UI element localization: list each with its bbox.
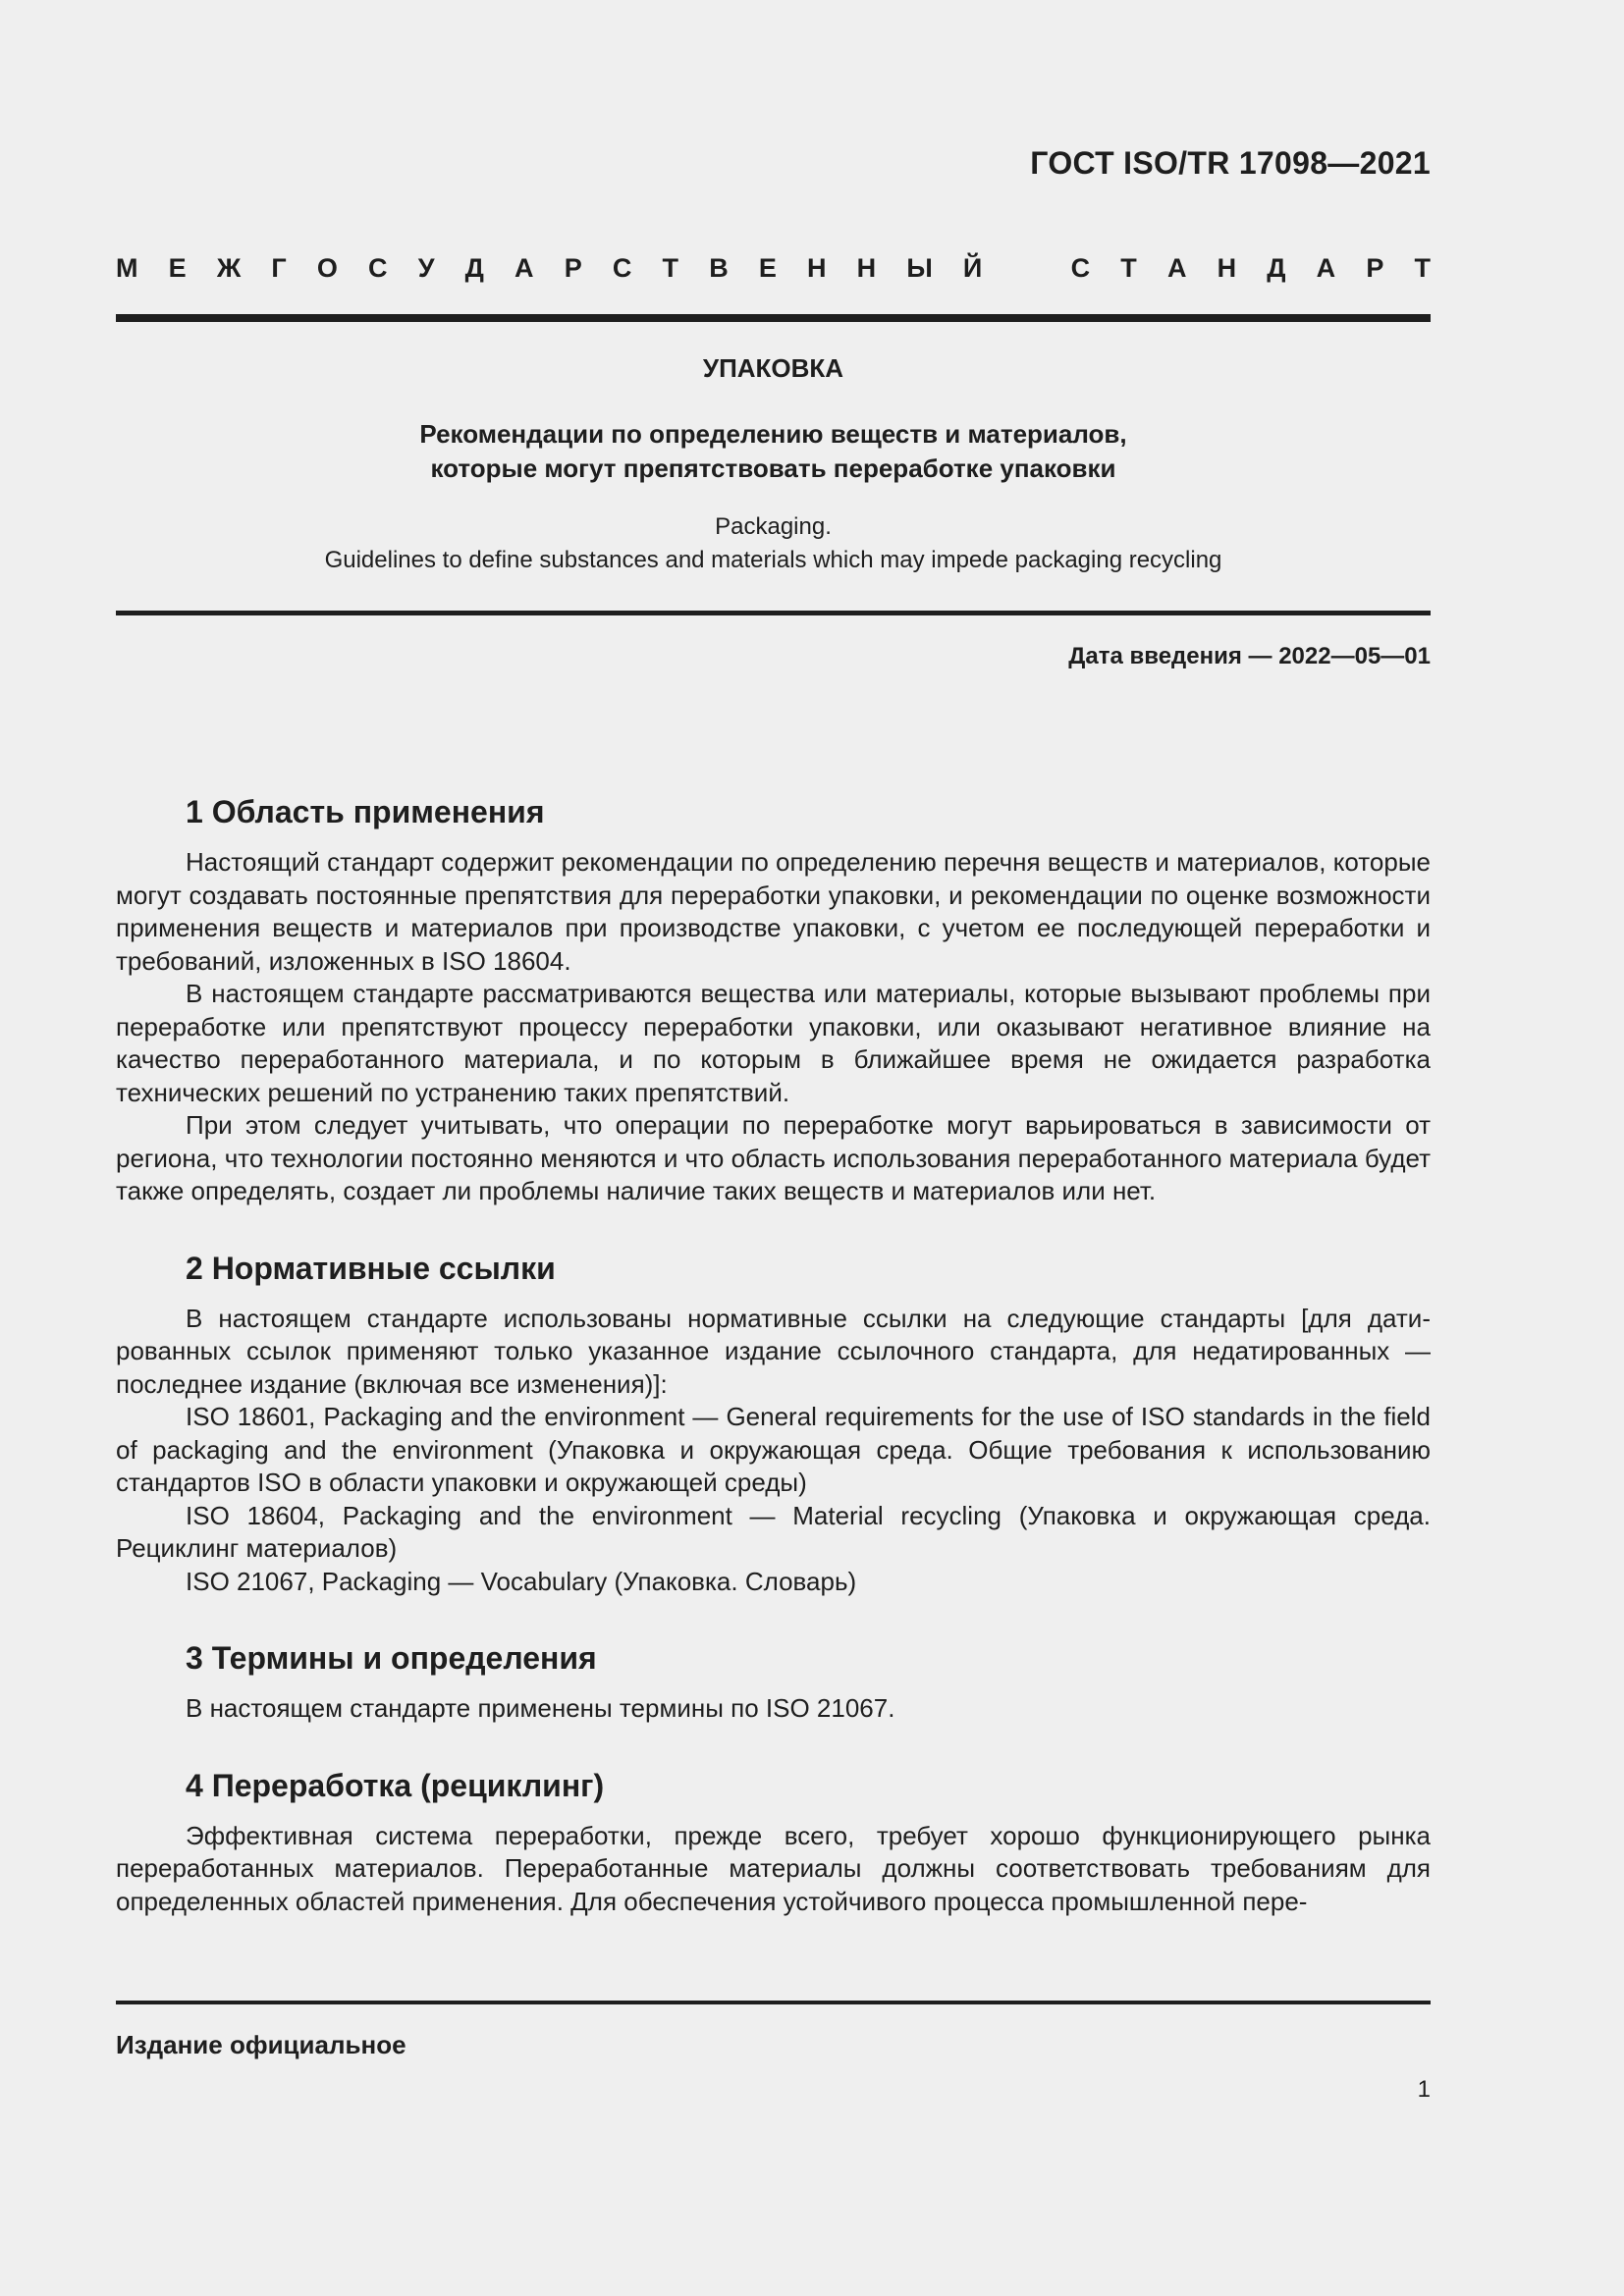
english-title-line: Guidelines to define substances and materials which may impede packaging recycling: [324, 547, 1222, 573]
paragraph: Эффективная система переработки, прежде всего, требует хорошо функционирующего рынка переработанных материалов. Переработанные материалы должны соответствовать требованиям для определенных областей применения. Для обеспечения устойчивого процесса промышленной пере-: [116, 1820, 1431, 1916]
title-divider: [116, 611, 1431, 615]
letter: Н: [856, 253, 877, 283]
letter: Й: [962, 253, 983, 283]
letter: Е: [758, 253, 777, 283]
letter: А: [1316, 253, 1336, 283]
letter: Н: [1217, 253, 1237, 283]
letter: А: [514, 253, 534, 283]
paragraph: В настоящем стандарте рассматриваются вещества или материалы, которые вызывают проблемы при переработке или препятствуют процессу переработки упаковки, или оказывают негативное влияние на качество переработанного материала, и по которым в ближайшее время не ожидается разработка технических решений по устранению таких препятствий.: [116, 979, 1431, 1107]
reference-item: ISO 18601, Packaging and the environment — General requirements for the use of ISO standards in the field of packaging and the environment (Упаковка и окружающая среда. Общие требования к использованию стандартов ISO в области упаковки и окружающей среды): [116, 1402, 1431, 1497]
subtitle-line: Рекомендации по определению веществ и материалов,: [419, 419, 1127, 449]
letter: В: [709, 253, 729, 283]
document-title: УПАКОВКА: [702, 353, 844, 383]
english-title-line: Packaging.: [715, 513, 832, 540]
page-number: 1: [1417, 2076, 1431, 2103]
letter: Д: [1267, 253, 1286, 283]
letter: Р: [564, 253, 582, 283]
letter: Т: [662, 253, 679, 283]
interstate-standard-heading: [116, 253, 1431, 284]
official-edition-label: Издание официальное: [116, 2030, 406, 2059]
letter: Ы: [906, 253, 933, 283]
section-heading: 4 Переработка (рециклинг): [186, 1767, 605, 1803]
letter: Г: [271, 253, 287, 283]
paragraph: В настоящем стандарте использованы нормативные ссылки на следующие стандарты [для датированных ссылок применяют только указанное издание ссылочного стандарта, для недатированных — последнее издание (включая все изменения)]:: [116, 1303, 1431, 1399]
header-divider: [116, 314, 1431, 322]
letter: Н: [807, 253, 827, 283]
letter: У: [417, 253, 435, 283]
section-heading: 1 Область применения: [186, 794, 545, 829]
section-heading: 2 Нормативные ссылки: [186, 1250, 556, 1286]
reference-item: ISO 21067, Packaging — Vocabulary (Упаковка. Словарь): [186, 1566, 857, 1596]
letter: О: [316, 253, 338, 283]
letter: Е: [168, 253, 187, 283]
letter: Т: [1120, 253, 1137, 283]
letter: С: [1070, 253, 1091, 283]
standard-number: ГОСТ ISO/TR 17098—2021: [1030, 145, 1431, 181]
letter: А: [1166, 253, 1187, 283]
letter: Р: [1366, 253, 1384, 283]
footer-divider: [116, 2001, 1431, 2004]
letter: С: [368, 253, 388, 283]
letter: Т: [1414, 253, 1431, 283]
paragraph: В настоящем стандарте применены термины по ISO 21067.: [186, 1693, 895, 1723]
reference-item: ISO 18604, Packaging and the environment — Material recycling (Упаковка и окружающая среда. Рециклинг материалов): [116, 1500, 1431, 1563]
letter: Д: [464, 253, 484, 283]
letter: М: [116, 253, 138, 283]
section-heading: 3 Термины и определения: [186, 1640, 597, 1676]
document-page: [116, 0, 1431, 2296]
letter: С: [612, 253, 632, 283]
paragraph: При этом следует учитывать, что операции по переработке могут варьироваться в зависимости от региона, что технологии постоянно меняются и что область использования переработанного материала будет также определять, создает ли проблемы наличие таких веществ и материалов или нет.: [116, 1110, 1431, 1205]
paragraph: Настоящий стандарт содержит рекомендации по определению перечня веществ и материалов, которые могут создавать постоянные препятствия для переработки упаковки, и рекомендации по оценке возможности применения веществ и материалов при производстве упаковки, с учетом ее последующей переработки и требований, изложенных в ISO 18604.: [116, 847, 1431, 976]
subtitle-line: которые могут препятствовать переработке упаковки: [430, 454, 1116, 483]
word-gap: [1012, 253, 1040, 284]
letter: Ж: [216, 253, 242, 283]
introduction-date: Дата введения — 2022—05—01: [1068, 643, 1431, 669]
document-body: [116, 785, 1431, 1918]
document-subtitle: [116, 417, 1431, 486]
english-title: [116, 510, 1431, 577]
